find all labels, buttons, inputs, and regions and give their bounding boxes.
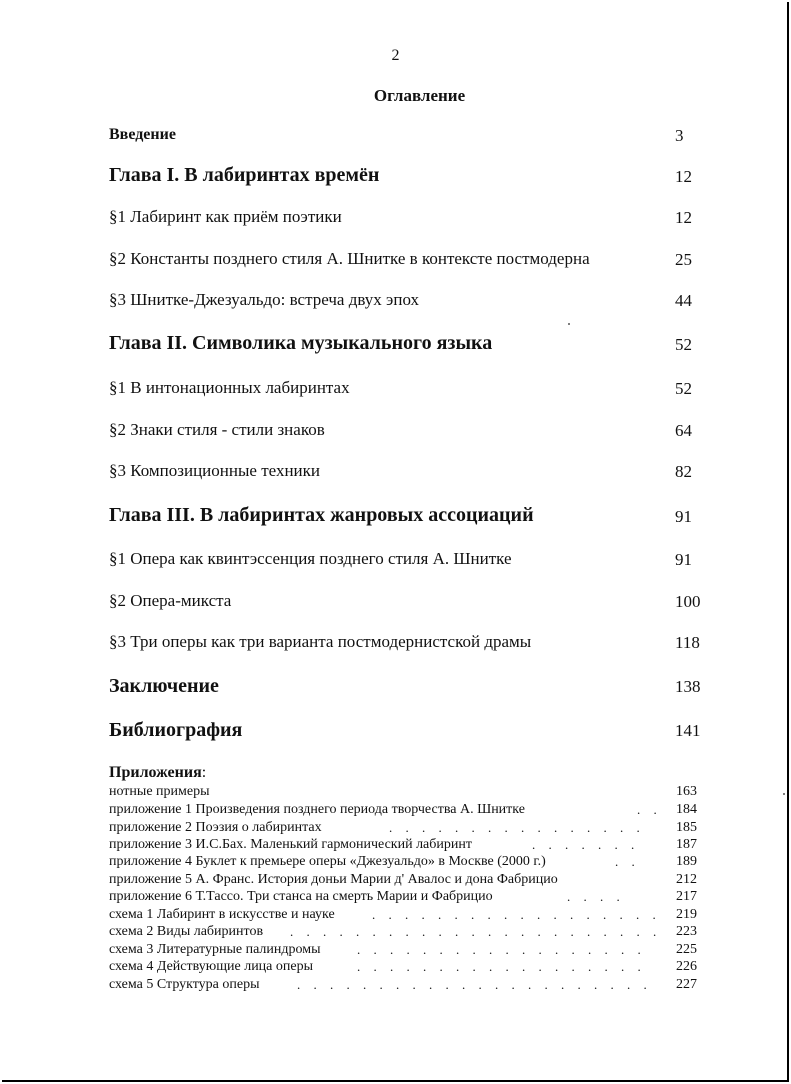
appendix-item-page: 217 <box>676 889 697 904</box>
appendices-title: Приложения: <box>109 764 207 781</box>
chapter-3-section-1-page: 91 <box>675 550 692 569</box>
appendix-item-page: 163 <box>676 784 697 799</box>
chapter-3-title: Глава III. В лабиринтах жанровых ассоциаций <box>109 504 534 526</box>
appendix-item-page: 189 <box>676 854 697 869</box>
appendix-item: приложение 4 Буклет к премьере оперы «Джезуальдо» в Москве (2000 г.) <box>109 854 546 869</box>
appendix-item: приложение 3 И.С.Бах. Маленький гармонический лабиринт <box>109 837 472 852</box>
appendix-item: схема 2 Виды лабиринтов <box>109 924 264 939</box>
chapter-3-section-3: §3 Три оперы как три варианта постмодернистской драмы <box>109 632 532 651</box>
chapter-3-section-2-page: 100 <box>675 592 701 611</box>
appendix-item: нотные примеры <box>109 784 210 799</box>
chapter-2-section-1: §1 В интонационных лабиринтах <box>109 378 350 397</box>
chapter-3-section-1: §1 Опера как квинтэссенция позднего стиля А. Шнитке <box>109 549 512 568</box>
appendix-item-dots: . . . . . . . . . . . . . . . . . . . . . . . <box>290 924 662 939</box>
appendix-item-page: 223 <box>676 924 697 939</box>
chapter-1-section-2: §2 Константы позднего стиля А. Шнитке в контексте постмодерна <box>109 249 590 268</box>
chapter-2-section-2: §2 Знаки стиля - стили знаков <box>109 420 325 439</box>
chapter-1-page: 12 <box>675 167 692 186</box>
appendix-item-dots: . . . . . . . . . . . . . . . . . . <box>357 942 646 957</box>
appendix-item-page: 219 <box>676 907 697 922</box>
appendix-item <box>109 801 525 818</box>
appendix-item-page: 227 <box>676 977 697 992</box>
chapter-1-section-3: §3 Шнитке-Джезуальдо: встреча двух эпох <box>109 290 420 309</box>
chapter-1-section-1-page: 12 <box>675 208 692 227</box>
appendix-item: приложение 6 Т.Тассо. Три станса на смерть Марии и Фабрицио <box>109 889 493 904</box>
conclusion-label: Заключение <box>109 675 219 697</box>
appendices-title-text: Приложения <box>109 764 202 781</box>
chapter-3-section-3-page: 118 <box>675 633 700 652</box>
chapter-3-page: 91 <box>675 507 692 526</box>
appendix-item-label: приложение 1 Произведения позднего периода творчества А. Шнитке <box>109 802 525 817</box>
chapter-2-title: Глава II. Символика музыкального языка <box>109 332 493 354</box>
chapter-1-section-3-page: 44 <box>675 291 692 310</box>
appendix-item-dots: . . . . . . . . . . . . . . . . . . . . . . <box>297 977 652 992</box>
chapter-2-page: 52 <box>675 335 692 354</box>
appendix-item-page: 226 <box>676 959 697 974</box>
toc-intro-page: 3 <box>675 126 684 145</box>
chapter-2-section-2-page: 64 <box>675 421 692 440</box>
appendix-item: схема 4 Действующие лица оперы <box>109 959 314 974</box>
appendix-item-dots: . . . . . . . . . . . . . . . . <box>389 820 645 835</box>
appendix-item: приложение 2 Поэзия о лабиринтах <box>109 820 322 835</box>
chapter-3-section-2: §2 Опера-микста <box>109 591 232 610</box>
conclusion-page: 138 <box>675 677 701 696</box>
appendix-item-dots: . . . . . . . . . . . . . . . . . . <box>357 959 646 974</box>
appendix-item: схема 1 Лабиринт в искусстве и науке <box>109 907 335 922</box>
chapter-2-section-3: §3 Композиционные техники <box>109 461 320 480</box>
appendix-item-page: 212 <box>676 872 697 887</box>
chapter-2-section-3-page: 82 <box>675 462 692 481</box>
appendix-item-page: 185 <box>676 820 697 835</box>
chapter-1-section-2-page: 25 <box>675 250 692 269</box>
page-number: 2 <box>391 47 400 64</box>
scan-speck <box>568 323 570 325</box>
bibliography-label: Библиография <box>109 719 243 741</box>
bibliography-page: 141 <box>675 721 701 740</box>
appendix-item-dots: . . . . . . . <box>532 837 640 852</box>
appendix-item-dots: . . . . <box>567 889 625 904</box>
appendix-item-page: 225 <box>676 942 697 957</box>
appendix-item-dots: . . <box>637 802 662 817</box>
scan-speck <box>783 793 785 795</box>
appendix-item-dots: . . . . . . . . . . . . . . . . . . <box>372 907 661 922</box>
chapter-1-section-1: §1 Лабиринт как приём поэтики <box>109 207 342 226</box>
appendix-item: схема 5 Структура оперы <box>109 977 260 992</box>
appendix-item-dots: . . <box>615 854 640 869</box>
chapter-2-section-1-page: 52 <box>675 379 692 398</box>
appendix-item-page: 184 <box>676 802 697 817</box>
appendix-item: схема 3 Литературные палиндромы <box>109 942 321 957</box>
appendix-item-page: 187 <box>676 837 697 852</box>
appendix-item: приложение 5 А. Франс. История доньи Марии д' Авалос и дона Фабрицио <box>109 872 558 887</box>
toc-intro-label: Введение <box>109 126 176 143</box>
chapter-1-title: Глава I. В лабиринтах времён <box>109 164 380 186</box>
toc-title: Оглавление <box>373 86 466 105</box>
